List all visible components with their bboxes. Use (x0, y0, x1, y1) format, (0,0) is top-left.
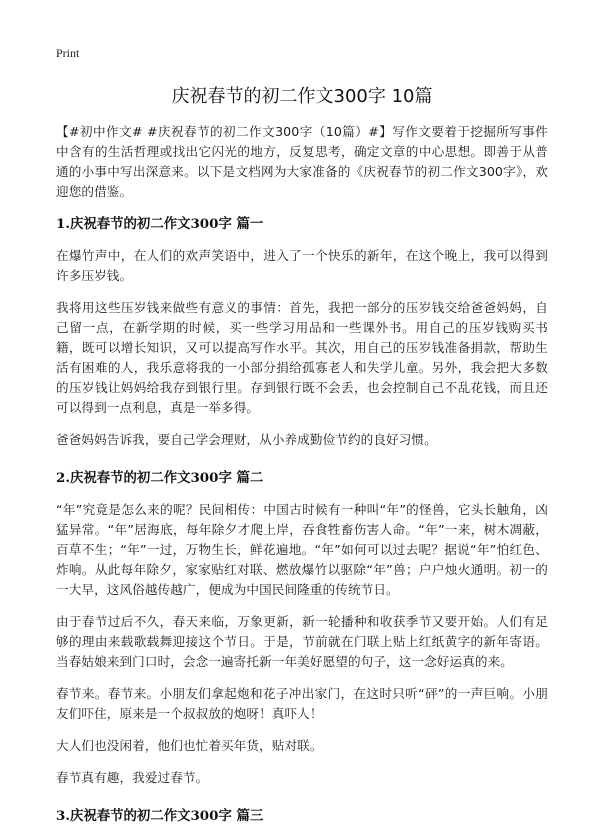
print-label: Print (56, 46, 80, 60)
section-heading-2: 2.庆祝春节的初二作文300字 篇二 (56, 470, 264, 486)
section-2-paragraph-2: 由于春节过后不久，春天来临，万象更新，新一轮播种和收获季节又要开始。人们有足够的理由来载歌载舞迎接这个节日。于是，节前就在门联上贴上红纸黄字的新年寄语。当春姑娘来到门口时，会念一遍寄托新一年美好愿望的句子，这一念好运真的来。 (56, 614, 548, 669)
section-2-paragraph-3: 春节来。春节来。小朋友们拿起炮和花子冲出家门，在这时只听“砰”的一声巨响。小朋友们吓住，原来是一个叔叔放的炮呀！真吓人！ (56, 686, 548, 721)
section-heading-3: 3.庆祝春节的初二作文300字 篇三 (56, 808, 264, 824)
page-title: 庆祝春节的初二作文300字 10篇 (171, 86, 433, 107)
section-2-paragraph-1: “年”究竟是怎么来的呢？民间相传：中国古时候有一种叫“年”的怪兽，它头长触角，凶猛异常。“年”居海底，每年除夕才爬上岸，吞食牲畜伤害人命。“年”一来，树木凋蔽，百草不生；“年”一过，万物生长，鲜花遍地。“年”如何可以过去呢？据说“年”怕红色、炸响。从此每年除夕，家家贴红对联、燃放爆竹以驱除“年”兽；户户烛火通明。初一的一大早，这风俗越传越广，便成为中国民间隆重的传统节日。 (56, 502, 548, 597)
section-1-paragraph-1: 在爆竹声中，在人们的欢声笑语中，进入了一个快乐的新年，在这个晚上，我可以得到许多压岁钱。 (56, 248, 548, 283)
section-2-paragraph-4: 大人们也没闲着，他们也忙着买年货，贴对联。 (56, 738, 323, 753)
section-1-paragraph-2: 我将用这些压岁钱来做些有意义的事情：首先，我把一部分的压岁钱交给爸爸妈妈，自己留一点，在新学期的时候，买一些学习用品和一些课外书。用自己的压岁钱购买书籍，既可以增长知识，又可以提高写作水平。其次，用自己的压岁钱准备捐款，帮助生活有困难的人，我乐意将我的一小部分捐给孤寡老人和失学儿童。另外，我会把大多数的压岁钱让妈妈给我存到银行里。存到银行既不会丢，也会控制自己不乱花钱，而且还可以得到一点利息，真是一举多得。 (56, 300, 548, 415)
section-2-paragraph-5: 春节真有趣，我爱过春节。 (56, 770, 209, 785)
intro-paragraph: 【#初中作文# #庆祝春节的初二作文300字（10篇）#】写作文要着于挖掘所写事件中含有的生活哲理或找出它闪光的地方，反复思考，确定文章的中心思想。即善于从普通的小事中写出深意来。以下是文档网为大家准备的《庆祝春节的初二作文300字》，欢迎您的借鉴。 (56, 124, 548, 199)
section-heading-1: 1.庆祝春节的初二作文300字 篇一 (56, 216, 264, 232)
section-1-paragraph-3: 爸爸妈妈告诉我，要自己学会理财，从小养成勤俭节约的良好习惯。 (56, 432, 437, 447)
